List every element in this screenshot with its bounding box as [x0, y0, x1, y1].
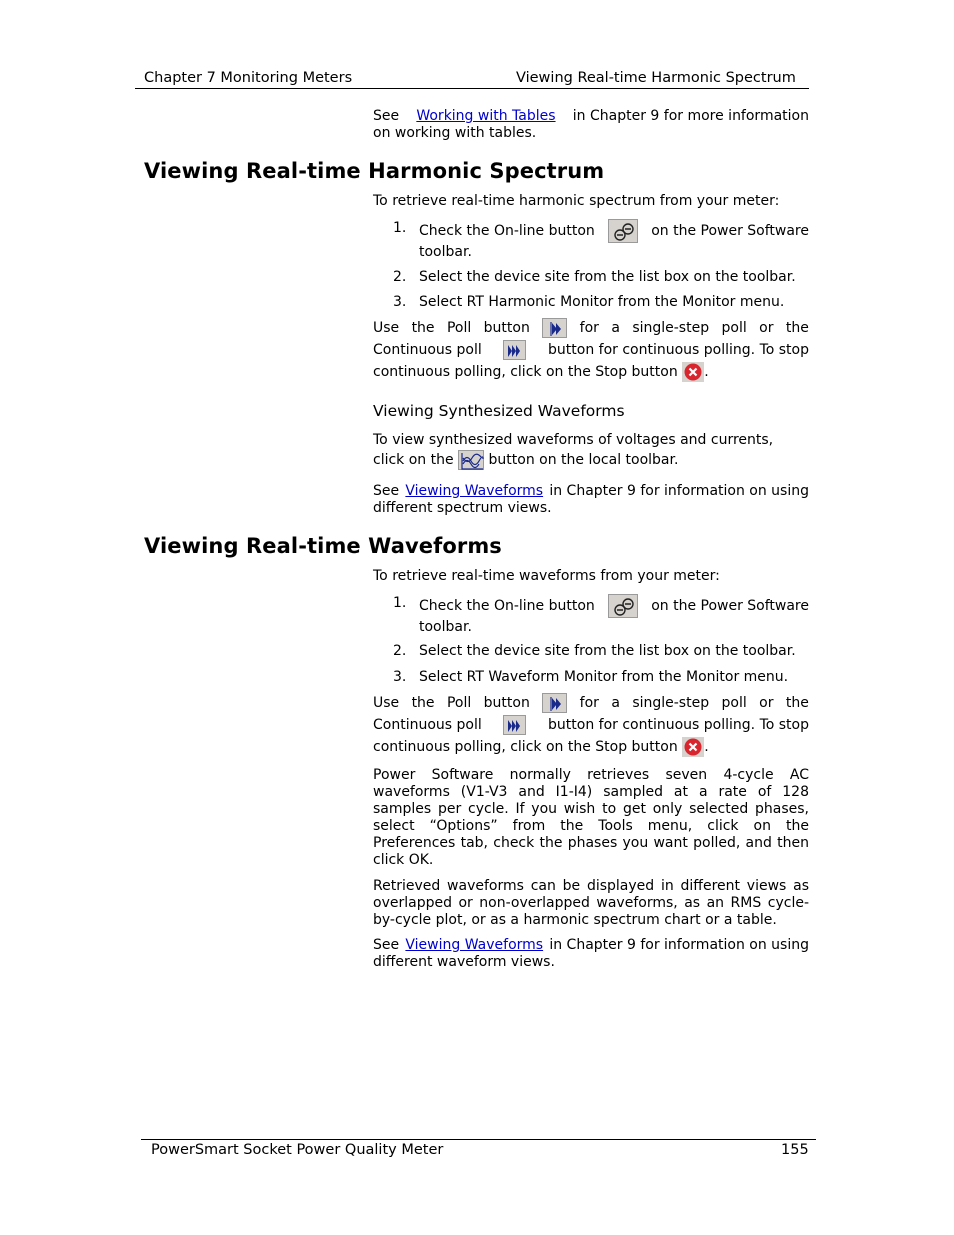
- page-number: 155: [781, 1142, 809, 1158]
- retrieval-paragraph: Power Software normally retrieves seven 4-cycle AC waveforms (V1-V3 and I1-I4) sampled at a rate of 128 samples per cycle. If you wish to get only selected phases, select “Options” from the Tools menu, click on the Preferences tab, check the phases you want polled, and then click OK.: [373, 767, 809, 868]
- continuous-poll-button-icon[interactable]: [503, 340, 526, 360]
- footer-rule: [141, 1139, 816, 1140]
- section2-poll-paragraph: Use the Poll button for a single-step poll or the Continuous poll button for continuous polling. To stop continuous polling, click on the Stop button .: [373, 695, 809, 755]
- running-header-section: Viewing Real-time Harmonic Spectrum: [516, 70, 796, 86]
- poll-button-icon[interactable]: [542, 318, 567, 338]
- section1-see-paragraph: See Viewing Waveforms in Chapter 9 for information on using different spectrum views.: [373, 483, 809, 516]
- section-heading-waveforms: Viewing Real-time Waveforms: [144, 534, 502, 558]
- section1-lead: To retrieve real-time harmonic spectrum from your meter:: [373, 193, 780, 209]
- viewing-waveforms-link[interactable]: Viewing Waveforms: [405, 483, 544, 499]
- running-header-chapter: Chapter 7 Monitoring Meters: [144, 70, 353, 86]
- section1-step-1: 1. Check the On-line button on the Power Software toolbar.: [393, 220, 809, 260]
- intro-paragraph: See Working with Tables in Chapter 9 for more information on working with tables.: [373, 108, 809, 141]
- section-heading-harmonic-spectrum: Viewing Real-time Harmonic Spectrum: [144, 159, 605, 183]
- online-button-icon[interactable]: [608, 219, 638, 243]
- online-button-icon[interactable]: [608, 594, 638, 618]
- section2-step-1: 1. Check the On-line button on the Power Software toolbar.: [393, 595, 809, 635]
- viewing-waveforms-link[interactable]: Viewing Waveforms: [405, 937, 544, 953]
- stop-button-icon[interactable]: [682, 362, 704, 382]
- continuous-poll-button-icon[interactable]: [503, 715, 526, 735]
- section2-see-paragraph: See Viewing Waveforms in Chapter 9 for information on using different waveform views.: [373, 937, 809, 970]
- subheading-synthesized-waveforms: Viewing Synthesized Waveforms: [373, 402, 625, 420]
- stop-button-icon[interactable]: [682, 737, 704, 757]
- poll-button-icon[interactable]: [542, 693, 567, 713]
- working-with-tables-link[interactable]: Working with Tables: [416, 108, 556, 124]
- footer-title: PowerSmart Socket Power Quality Meter: [151, 1142, 444, 1158]
- display-views-paragraph: Retrieved waveforms can be displayed in different views as overlapped or non-overlapped waveforms, as an RMS cycle-by-cycle plot, or as a harmonic spectrum chart or a table.: [373, 878, 809, 928]
- synthesized-waveforms-paragraph: To view synthesized waveforms of voltages and currents, click on the button on the local toolbar.: [373, 432, 774, 468]
- section1-poll-paragraph: Use the Poll button for a single-step poll or the Continuous poll button for continuous polling. To stop continuous polling, click on the Stop button .: [373, 320, 809, 380]
- header-rule: [135, 88, 809, 89]
- synthesized-waveform-button-icon[interactable]: [458, 450, 484, 470]
- section2-lead: To retrieve real-time waveforms from your meter:: [373, 568, 720, 584]
